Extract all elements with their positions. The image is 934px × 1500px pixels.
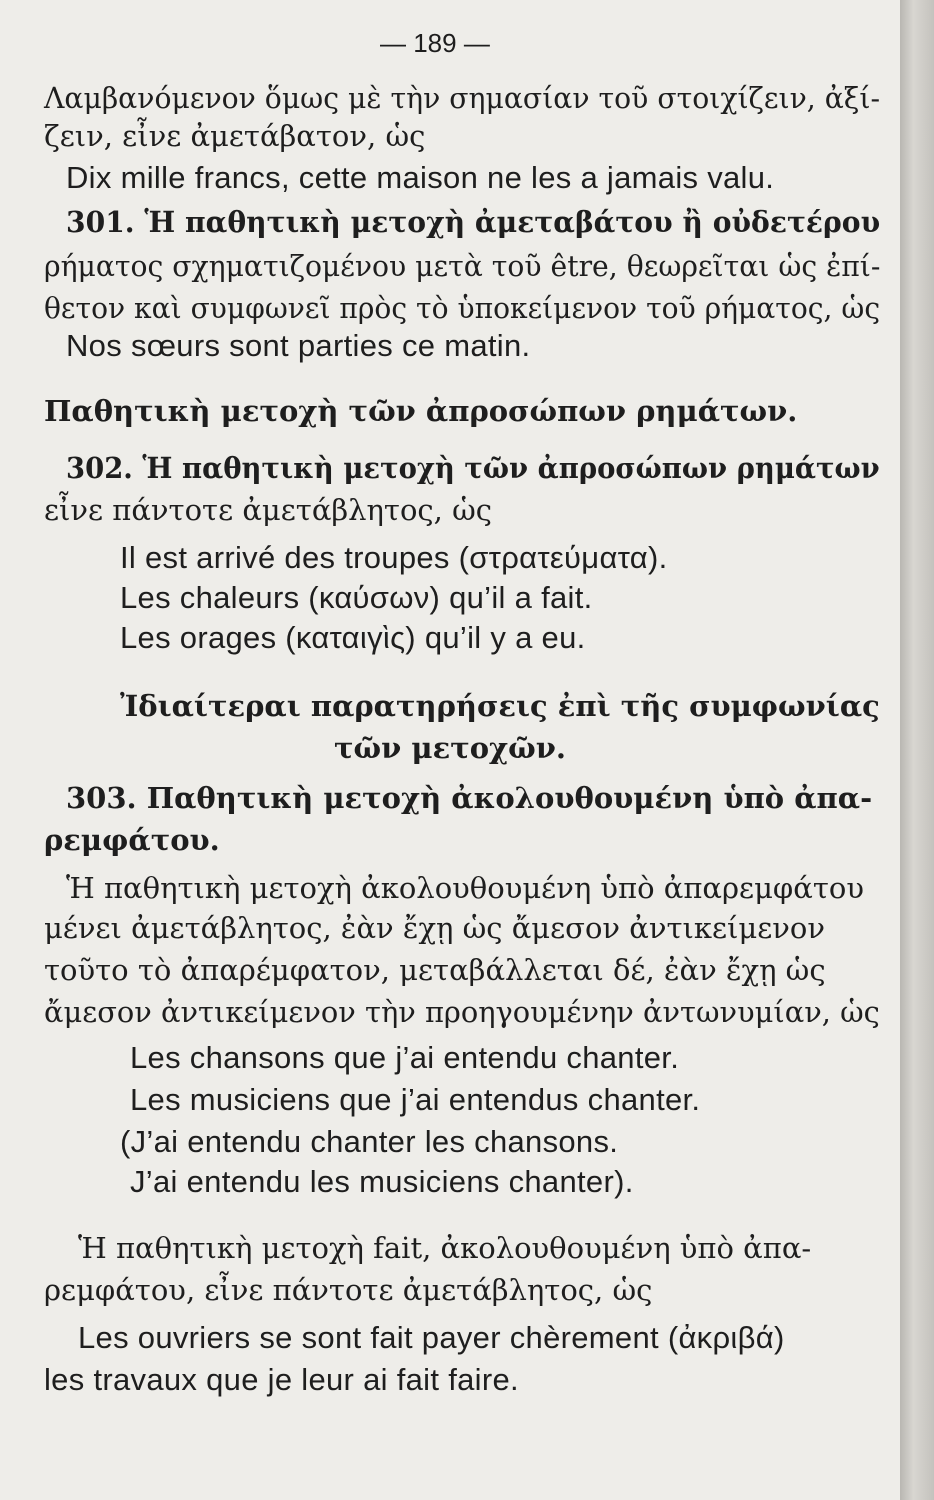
example-line-4: Les chaleurs (καύσων) qu’il a fait. [120,580,593,615]
example-line-3: Il est arrivé des troupes (στρατεύματα). [120,540,668,575]
paragraph-303-heading: 303. Παθητικὴ μετοχὴ ἀκολουθουμένη ὑπὸ ἀπα- [66,781,873,815]
page-number: — 189 — [380,28,490,58]
paragraph-302-start: 302. Ἡ παθητικὴ μετοχὴ τῶν ἀπροσώπων ρημάτων [66,451,880,485]
example-line-6: Les chansons que j’ai entendu chanter. [130,1040,680,1075]
text-line-18: Ἡ παθητικὴ μετοχὴ ἀκολουθουμένη ὑπὸ ἀπαρεμφάτου [66,871,864,905]
paragraph-301-start: 301. Ἡ παθητικὴ μετοχὴ ἀμεταβάτου ἢ οὐδετέρου [66,205,881,239]
text-line-1: Λαμβανόμενον ὅμως μὲ τὴν σημασίαν τοῦ στοιχίζειν, ἀξί- [44,81,880,115]
example-line-5: Les orages (καταιγὶς) qu’il y a eu. [120,620,586,655]
example-line-11: les travaux que je leur ai fait faire. [44,1362,519,1397]
text-line-20: τοῦτο τὸ ἀπαρέμφατον, μεταβάλλεται δέ, ἐὰν ἔχῃ ὡς [44,953,826,987]
example-line-8: (J’ai entendu chanter les chansons. [120,1124,619,1159]
example-line-2: Nos sœurs sont parties ce matin. [66,328,531,363]
example-line-7: Les musiciens que j’ai entendus chanter. [130,1082,701,1117]
page-edge [900,0,934,1500]
section-heading-1: Παθητικὴ μετοχὴ τῶν ἀπροσώπων ρημάτων. [44,394,798,428]
example-line-1: Dix mille francs, cette maison ne les a jamais valu. [66,160,775,195]
text-line-27: ρεμφάτου, εἶνε πάντοτε ἀμετάβλητος, ὡς [44,1273,653,1307]
text-line-5: ρήματος σχηματιζομένου μετὰ τοῦ être, θεωρεῖται ὡς ἐπί- [44,249,881,283]
paragraph-303-heading-cont: ρεμφάτου. [44,823,220,857]
example-line-9: J’ai entendu les musiciens chanter). [130,1164,634,1199]
text-line-10: εἶνε πάντοτε ἀμετάβλητος, ὡς [44,493,492,527]
section-heading-2-line-1: Ἰδιαίτεραι παρατηρήσεις ἐπὶ τῆς συμφωνίας [120,689,880,723]
example-line-10: Les ouvriers se sont fait payer chèrement (ἀκριβά) [78,1320,785,1355]
text-line-6: θετον καὶ συμφωνεῖ πρὸς τὸ ὑποκείμενον τοῦ ρήματος, ὡς [44,291,881,325]
text-line-26: Ἡ παθητικὴ μετοχὴ fait, ἀκολουθουμένη ὑπὸ ἀπα- [78,1231,812,1265]
text-line-2: ζειν, εἶνε ἀμετάβατον, ὡς [44,119,426,153]
section-heading-2-line-2: τῶν μετοχῶν. [334,731,566,765]
text-line-21: ἄμεσον ἀντικείμενον τὴν προηγουμένην ἀντωνυμίαν, ὡς [44,995,880,1029]
text-line-19: μένει ἀμετάβλητος, ἐὰν ἔχῃ ὡς ἄμεσον ἀντικείμενον [44,911,826,945]
